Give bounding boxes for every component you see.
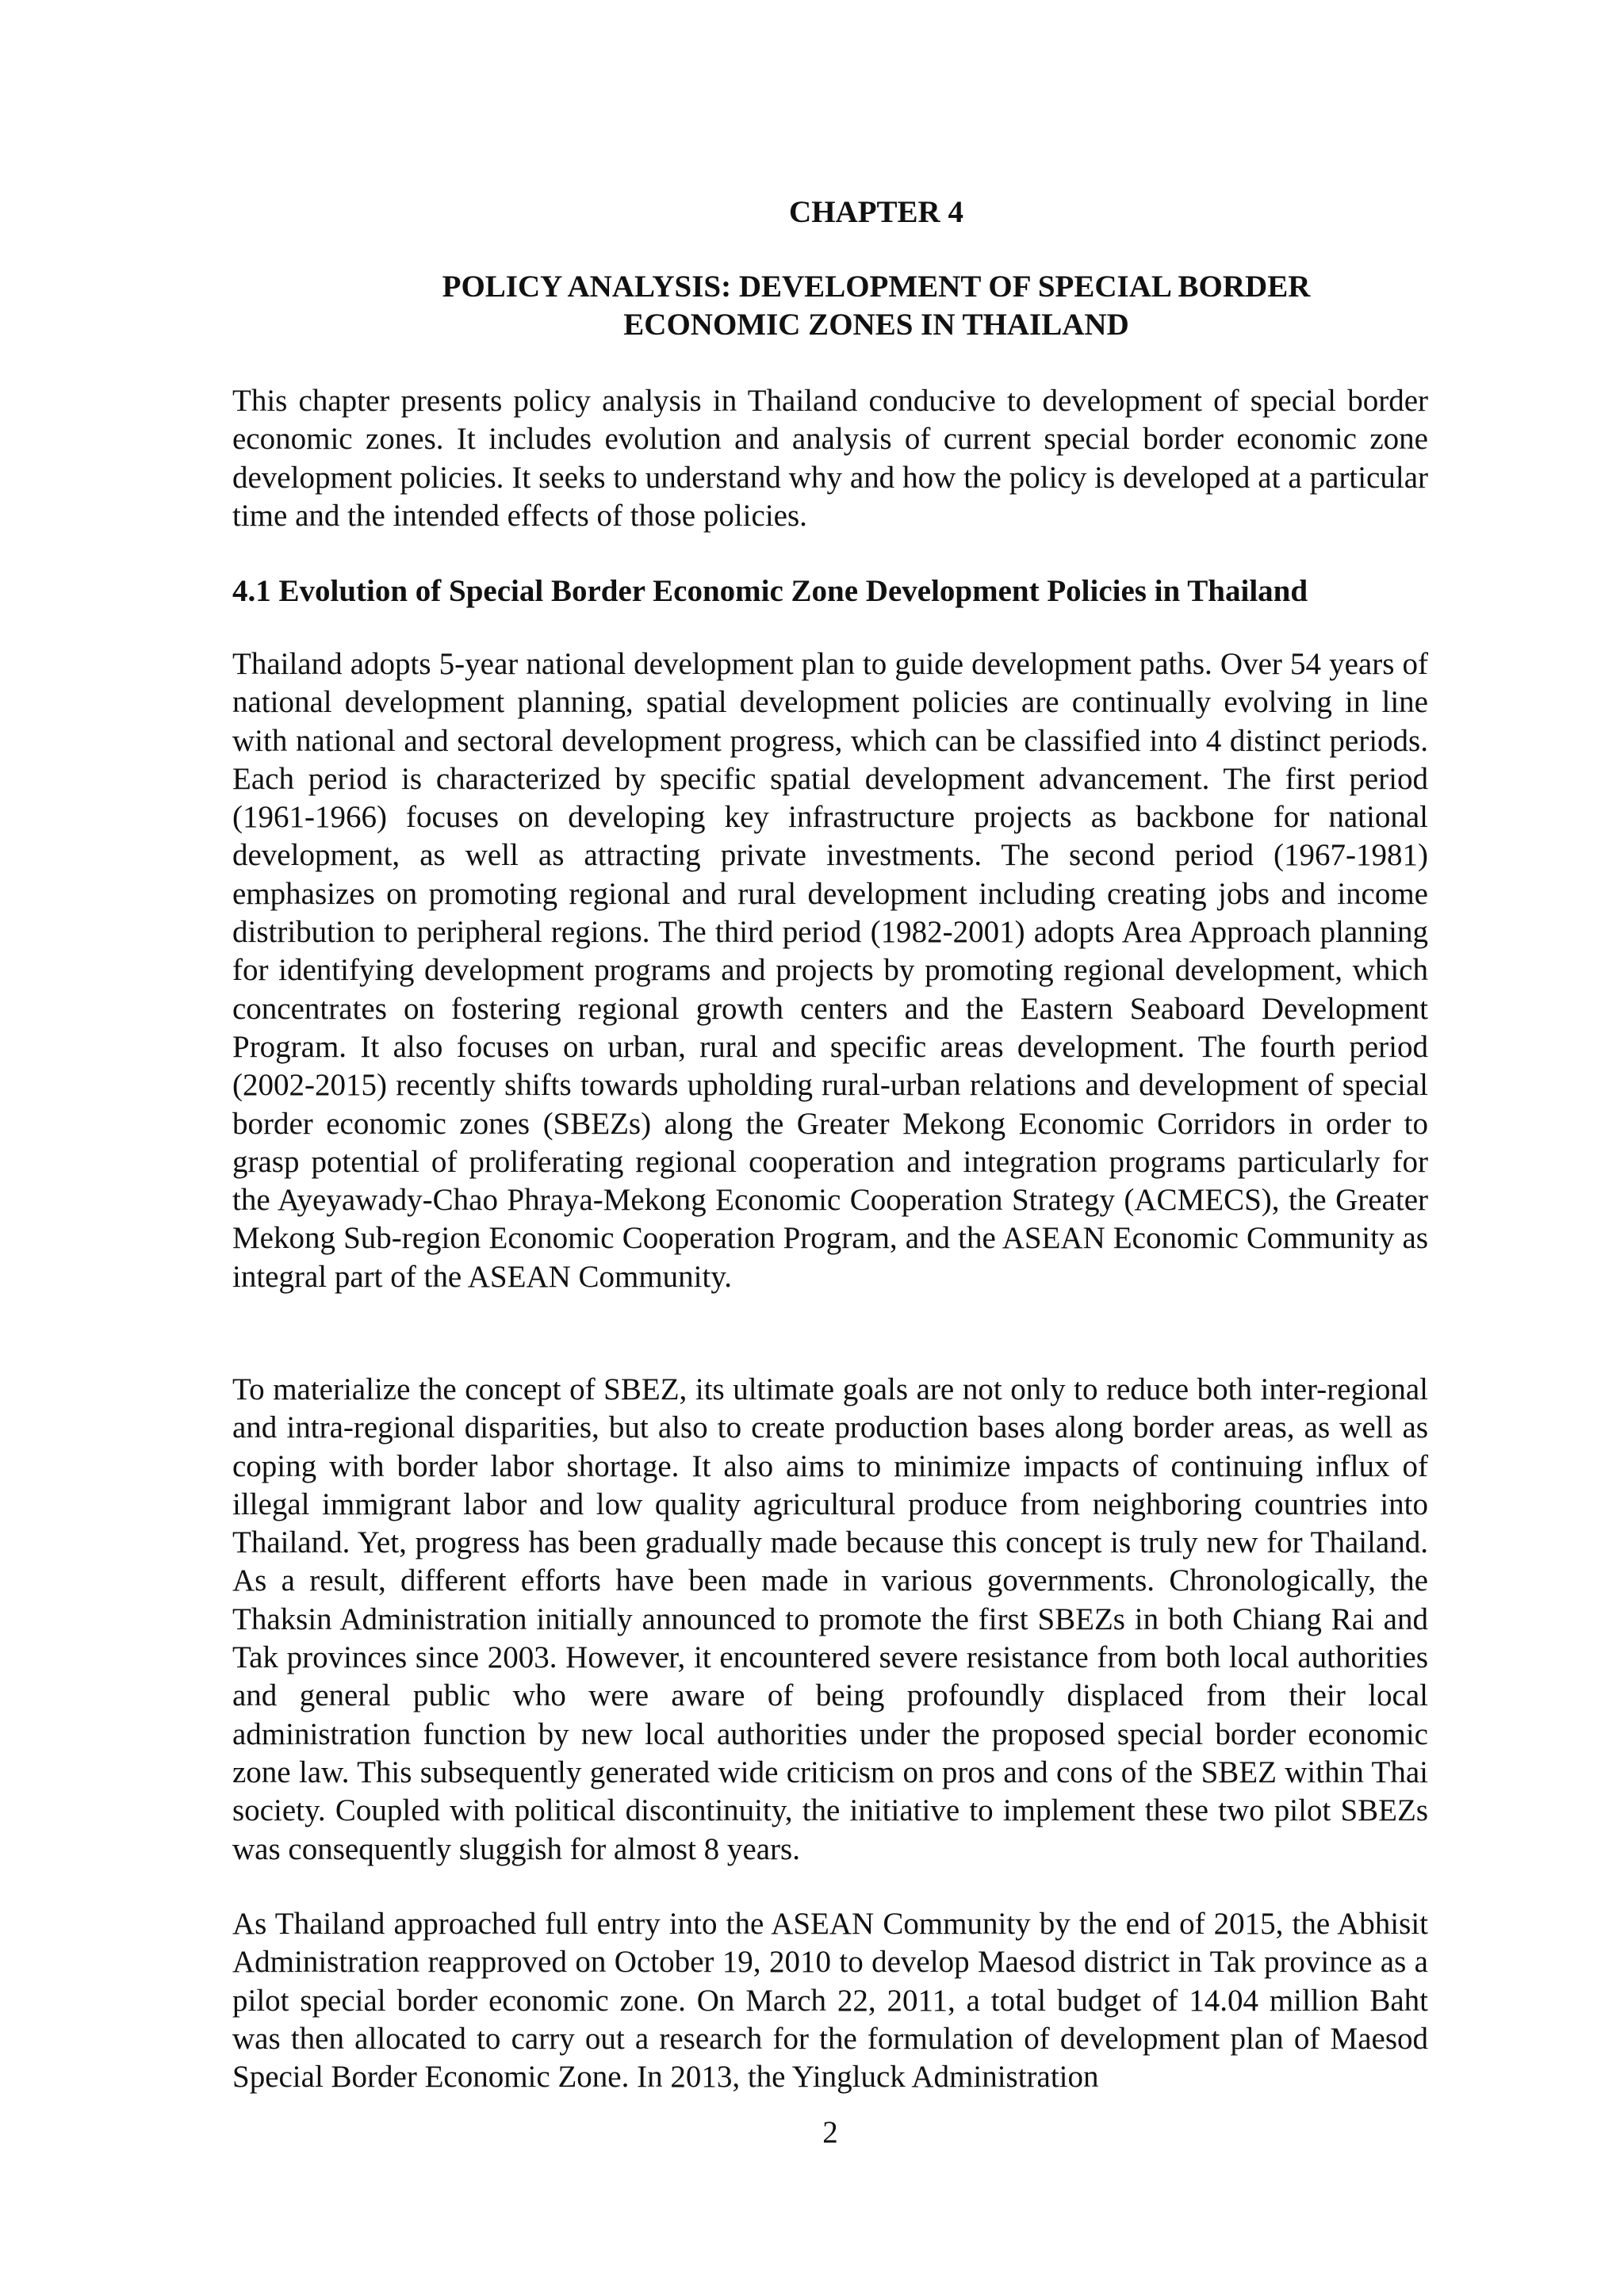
chapter-title-line-1: POLICY ANALYSIS: DEVELOPMENT OF SPECIAL BORDER (442, 270, 1311, 304)
body-paragraph-asean-entry: As Thailand approached full entry into the ASEAN Community by the end of 2015, the Abhisit Administration reapproved on October 19, 2010 to develop Maesod district in Tak province as a pilot special border economic zone. On March 22, 2011, a total budget of 14.04 million Baht was then allocated to carry out a research for the formulation of development plan of Maesod Special Border Economic Zone. In 2013, the Yingluck Administration (232, 1907, 1428, 2095)
chapter-title-line-2: ECONOMIC ZONES IN THAILAND (623, 308, 1129, 342)
page-number: 2 (822, 2115, 838, 2149)
intro-paragraph: This chapter presents policy analysis in Thailand conducive to development of special border economic zones. It includes evolution and analysis of current special border economic zone development policies. It seeks to understand why and how the policy is developed at a particular time and the intended effects of those policies. (232, 384, 1428, 533)
body-paragraph-periods: Thailand adopts 5-year national development plan to guide development paths. Over 54 years of national development planning, spatial development policies are continually evolving in line with national and sectoral development progress, which can be classified into 4 distinct periods. Each period is characterized by specific spatial development advancement. The first period (1961-1966) focuses on developing key infrastructure projects as backbone for national development, as well as attracting private investments. The second period (1967-1981) emphasizes on promoting regional and rural development including creating jobs and income distribution to peripheral regions. The third period (1982-2001) adopts Area Approach planning for identifying development programs and projects by promoting regional development, which concentrates on fostering regional growth centers and the Eastern Seaboard Development Program. It also focuses on urban, rural and specific areas development. The fourth period (2002-2015) recently shifts towards upholding rural-urban relations and development of special border economic zones (SBEZs) along the Greater Mekong Economic Corridors in order to grasp potential of proliferating regional cooperation and integration programs particularly for the Ayeyawady-Chao Phraya-Mekong Economic Cooperation Strategy (ACMECS), the Greater Mekong Sub-region Economic Cooperation Program, and the ASEAN Economic Community as integral part of the ASEAN Community. (232, 647, 1428, 1294)
section-heading: 4.1 Evolution of Special Border Economic Zone Development Policies in Thailand (232, 574, 1308, 608)
chapter-title (0, 268, 1624, 344)
body-paragraph-sbez-goals: To materialize the concept of SBEZ, its ultimate goals are not only to reduce both inter-regional and intra-regional disparities, but also to create production bases along border areas, as well as coping with border labor shortage. It also aims to minimize impacts of continuing influx of illegal immigrant labor and low quality agricultural produce from neighboring countries into Thailand. Yet, progress has been gradually made because this concept is truly new for Thailand. As a result, different efforts have been made in various governments. Chronologically, the Thaksin Administration initially announced to promote the first SBEZs in both Chiang Rai and Tak provinces since 2003. However, it encountered severe resistance from both local authorities and general public who were aware of being profoundly displaced from their local administration function by new local authorities under the proposed special border economic zone law. This subsequently generated wide criticism on pros and cons of the SBEZ within Thai society. Coupled with political discontinuity, the initiative to implement these two pilot SBEZs was consequently sluggish for almost 8 years. (232, 1372, 1428, 1866)
chapter-label: CHAPTER 4 (789, 195, 963, 229)
